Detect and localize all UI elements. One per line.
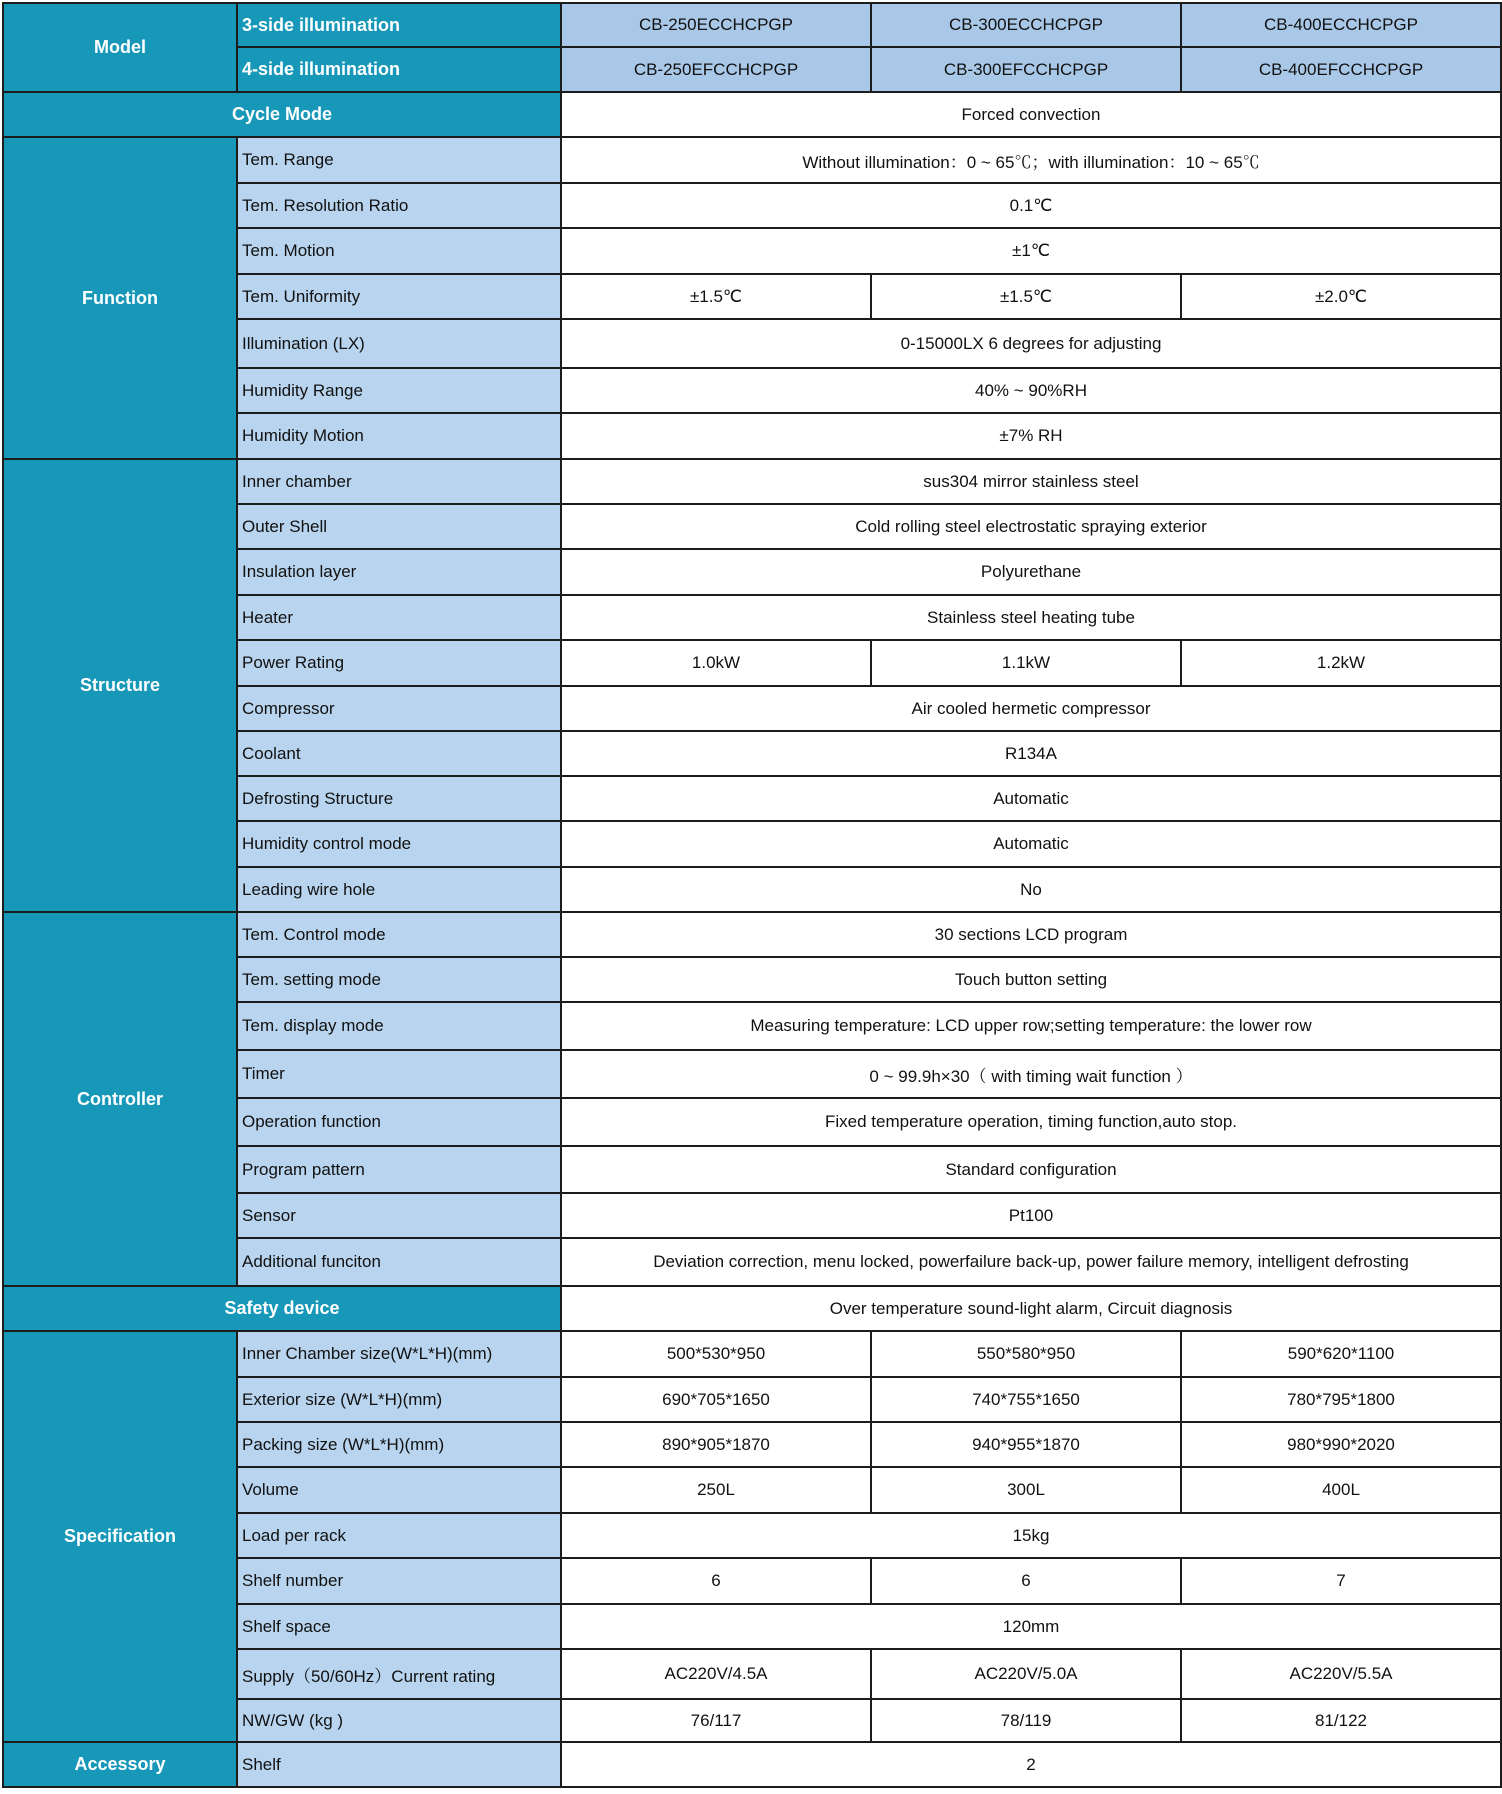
- param-label: NW/GW (kg ): [237, 1699, 561, 1742]
- param-label: Supply（50/60Hz）Current rating: [237, 1649, 561, 1699]
- param-value: 120mm: [561, 1604, 1501, 1649]
- table-row: [3, 137, 1501, 183]
- param-label: Tem. Uniformity: [237, 274, 561, 319]
- function-label: Function: [3, 137, 237, 459]
- param-value: ±1.5℃: [871, 274, 1181, 319]
- param-value: Automatic: [561, 776, 1501, 821]
- param-label: Inner Chamber size(W*L*H)(mm): [237, 1331, 561, 1377]
- param-label: Timer: [237, 1050, 561, 1098]
- param-label: Tem. Control mode: [237, 912, 561, 957]
- param-value: 0-15000LX 6 degrees for adjusting: [561, 319, 1501, 368]
- param-label: Humidity control mode: [237, 821, 561, 867]
- param-label: Coolant: [237, 731, 561, 776]
- param-label: Tem. Motion: [237, 228, 561, 274]
- param-value: Automatic: [561, 821, 1501, 867]
- table-row: [3, 912, 1501, 957]
- model-cell: CB-400EFCCHCPGP: [1181, 47, 1501, 92]
- cycle-mode-label: Cycle Mode: [3, 92, 561, 137]
- param-label: Additional funciton: [237, 1238, 561, 1286]
- param-value: Touch button setting: [561, 957, 1501, 1002]
- param-value: 78/119: [871, 1699, 1181, 1742]
- param-label: Shelf space: [237, 1604, 561, 1649]
- param-label: Humidity Motion: [237, 413, 561, 459]
- param-value: 400L: [1181, 1467, 1501, 1513]
- param-value: Cold rolling steel electrostatic spraying exterior: [561, 504, 1501, 549]
- table-row: [3, 1742, 1501, 1787]
- param-value: 1.2kW: [1181, 640, 1501, 686]
- model-label: Model: [3, 3, 237, 92]
- param-label: Program pattern: [237, 1146, 561, 1193]
- safety-value: Over temperature sound-light alarm, Circuit diagnosis: [561, 1286, 1501, 1331]
- cycle-mode-value: Forced convection: [561, 92, 1501, 137]
- param-value: 780*795*1800: [1181, 1377, 1501, 1422]
- table-row: [3, 459, 1501, 504]
- param-label: Tem. display mode: [237, 1002, 561, 1050]
- param-label: Tem. setting mode: [237, 957, 561, 1002]
- param-value: 7: [1181, 1558, 1501, 1604]
- param-value: No: [561, 867, 1501, 912]
- param-value: 30 sections LCD program: [561, 912, 1501, 957]
- param-label: Humidity Range: [237, 368, 561, 413]
- param-value: Fixed temperature operation, timing function,auto stop.: [561, 1098, 1501, 1146]
- param-value: Without illumination：0 ~ 65℃；with illumination：10 ~ 65℃: [561, 137, 1501, 183]
- param-value: 500*530*950: [561, 1331, 871, 1377]
- model-cell: CB-250EFCCHCPGP: [561, 47, 871, 92]
- param-value: 15kg: [561, 1513, 1501, 1558]
- param-value: ±2.0℃: [1181, 274, 1501, 319]
- param-label: Tem. Resolution Ratio: [237, 183, 561, 228]
- param-value: 76/117: [561, 1699, 871, 1742]
- param-label: Illumination (LX): [237, 319, 561, 368]
- param-value: AC220V/4.5A: [561, 1649, 871, 1699]
- param-label: Defrosting Structure: [237, 776, 561, 821]
- param-value: 2: [561, 1742, 1501, 1787]
- param-value: 1.0kW: [561, 640, 871, 686]
- param-label: Insulation layer: [237, 549, 561, 595]
- safety-label: Safety device: [3, 1286, 561, 1331]
- param-label: Power Rating: [237, 640, 561, 686]
- param-value: 0.1℃: [561, 183, 1501, 228]
- param-value: sus304 mirror stainless steel: [561, 459, 1501, 504]
- param-value: AC220V/5.5A: [1181, 1649, 1501, 1699]
- param-value: 250L: [561, 1467, 871, 1513]
- param-value: Air cooled hermetic compressor: [561, 686, 1501, 731]
- spec-table: [2, 2, 1502, 1788]
- controller-label: Controller: [3, 912, 237, 1286]
- table-row: [3, 1331, 1501, 1377]
- param-value: AC220V/5.0A: [871, 1649, 1181, 1699]
- param-value: Standard configuration: [561, 1146, 1501, 1193]
- model-row-3side: [3, 3, 1501, 47]
- param-value: 6: [561, 1558, 871, 1604]
- param-value: Stainless steel heating tube: [561, 595, 1501, 640]
- param-value: R134A: [561, 731, 1501, 776]
- param-label: Compressor: [237, 686, 561, 731]
- model-cell: CB-400ECCHCPGP: [1181, 3, 1501, 47]
- param-value: ±1.5℃: [561, 274, 871, 319]
- param-value: Pt100: [561, 1193, 1501, 1238]
- param-value: 690*705*1650: [561, 1377, 871, 1422]
- param-label: Tem. Range: [237, 137, 561, 183]
- param-label: Volume: [237, 1467, 561, 1513]
- param-value: 81/122: [1181, 1699, 1501, 1742]
- param-label: Exterior size (W*L*H)(mm): [237, 1377, 561, 1422]
- model-cell: CB-300ECCHCPGP: [871, 3, 1181, 47]
- cycle-mode-row: [3, 92, 1501, 137]
- model-cell: CB-300EFCCHCPGP: [871, 47, 1181, 92]
- model-cell: CB-250ECCHCPGP: [561, 3, 871, 47]
- param-value: 1.1kW: [871, 640, 1181, 686]
- param-label: Load per rack: [237, 1513, 561, 1558]
- param-value: Polyurethane: [561, 549, 1501, 595]
- param-value: 550*580*950: [871, 1331, 1181, 1377]
- param-label: Shelf number: [237, 1558, 561, 1604]
- param-label: Shelf: [237, 1742, 561, 1787]
- structure-label: Structure: [3, 459, 237, 912]
- param-label: Operation function: [237, 1098, 561, 1146]
- param-value: ±7% RH: [561, 413, 1501, 459]
- three-side-label: 3-side illumination: [237, 3, 561, 47]
- accessory-label: Accessory: [3, 1742, 237, 1787]
- param-value: 890*905*1870: [561, 1422, 871, 1467]
- param-value: 940*955*1870: [871, 1422, 1181, 1467]
- param-label: Heater: [237, 595, 561, 640]
- param-label: Inner chamber: [237, 459, 561, 504]
- param-label: Leading wire hole: [237, 867, 561, 912]
- param-label: Sensor: [237, 1193, 561, 1238]
- param-value: 40% ~ 90%RH: [561, 368, 1501, 413]
- param-value: 980*990*2020: [1181, 1422, 1501, 1467]
- param-value: 0 ~ 99.9h×30（ with timing wait function ）: [561, 1050, 1501, 1098]
- param-value: 300L: [871, 1467, 1181, 1513]
- param-value: 6: [871, 1558, 1181, 1604]
- safety-row: [3, 1286, 1501, 1331]
- param-value: Measuring temperature: LCD upper row;setting temperature: the lower row: [561, 1002, 1501, 1050]
- param-label: Outer Shell: [237, 504, 561, 549]
- param-label: Packing size (W*L*H)(mm): [237, 1422, 561, 1467]
- param-value: 590*620*1100: [1181, 1331, 1501, 1377]
- specification-label: Specification: [3, 1331, 237, 1742]
- param-value: Deviation correction, menu locked, powerfailure back-up, power failure memory, intelligent defrosting: [561, 1238, 1501, 1286]
- param-value: 740*755*1650: [871, 1377, 1181, 1422]
- four-side-label: 4-side illumination: [237, 47, 561, 92]
- param-value: ±1℃: [561, 228, 1501, 274]
